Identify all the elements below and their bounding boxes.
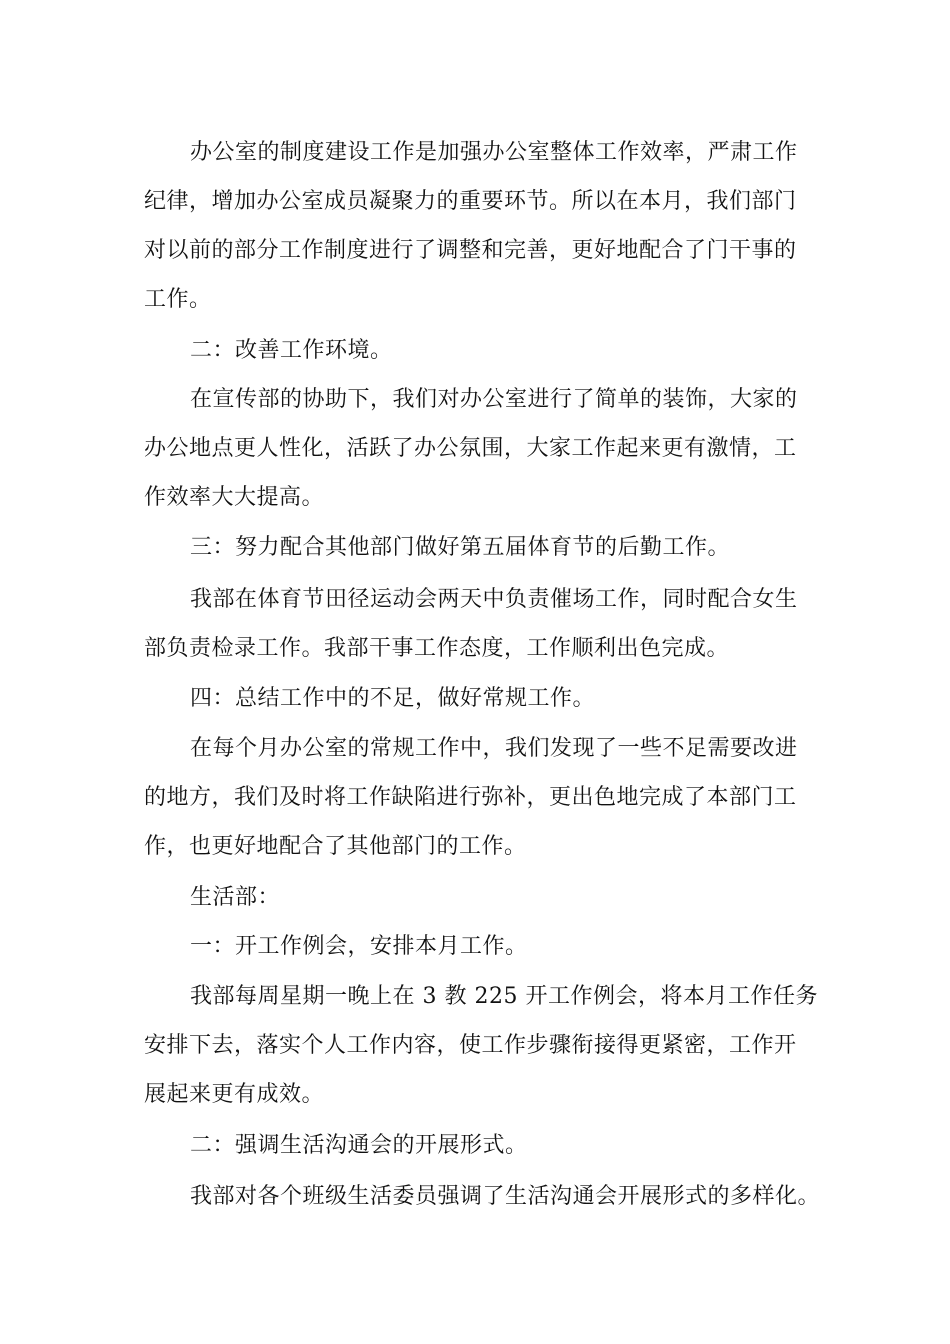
text-line: 对以前的部分工作制度进行了调整和完善，更好地配合了门干事的: [144, 238, 797, 263]
text-line: 在每个月办公室的常规工作中，我们发现了一些不足需要改进: [190, 736, 798, 761]
text-line: 二：强调生活沟通会的开展形式。: [190, 1133, 528, 1158]
section-heading-life-dept: [144, 873, 816, 922]
text-line: 四：总结工作中的不足，做好常规工作。: [190, 686, 596, 711]
paragraph-office-system: [144, 128, 816, 324]
text-line: 纪律，增加办公室成员凝聚力的重要环节。所以在本月，我们部门: [144, 189, 797, 214]
paragraph-routine-work: [144, 724, 816, 871]
text-line: 我部每周星期一晚上在 3 教 225 开工作例会，将本月工作任务: [190, 984, 818, 1009]
text-line: 生活部：: [190, 885, 281, 910]
text-line: 在宣传部的协助下，我们对办公室进行了简单的装饰，大家的: [190, 387, 798, 412]
text-line: 工作。: [144, 287, 212, 312]
text-line: 我部在体育节田径运动会两天中负责催场工作，同时配合女生: [190, 587, 798, 612]
paragraph-environment: [144, 375, 816, 522]
text-line: 部负责检录工作。我部干事工作态度，工作顺利出色完成。: [144, 636, 730, 661]
text-line: 作效率大大提高。: [144, 485, 325, 510]
text-line: 安排下去，落实个人工作内容，使工作步骤衔接得更紧密，工作开: [144, 1033, 797, 1058]
text-line: 一：开工作例会，安排本月工作。: [190, 934, 528, 959]
text-line: 办公地点更人性化，活跃了办公氛围，大家工作起来更有激情，工: [144, 436, 797, 461]
section-heading-2: [144, 326, 816, 375]
paragraph-sports-festival: [144, 575, 816, 673]
section-heading-2b: [144, 1121, 816, 1170]
text-line: 办公室的制度建设工作是加强办公室整体工作效率，严肃工作: [190, 140, 798, 165]
paragraph-weekly-meeting: [144, 972, 816, 1119]
section-heading-3: [144, 523, 816, 572]
section-heading-4: [144, 674, 816, 723]
paragraph-communication: [144, 1172, 821, 1221]
text-line: 我部对各个班级生活委员强调了生活沟通会开展形式的多样化。: [190, 1184, 821, 1209]
section-heading-1: [144, 922, 816, 971]
text-line: 二：改善工作环境。: [190, 338, 393, 363]
text-line: 三：努力配合其他部门做好第五届体育节的后勤工作。: [190, 535, 731, 560]
text-line: 的地方，我们及时将工作缺陷进行弥补，更出色地完成了本部门工: [144, 785, 797, 810]
text-line: 作，也更好地配合了其他部门的工作。: [144, 834, 527, 859]
text-line: 展起来更有成效。: [144, 1082, 325, 1107]
